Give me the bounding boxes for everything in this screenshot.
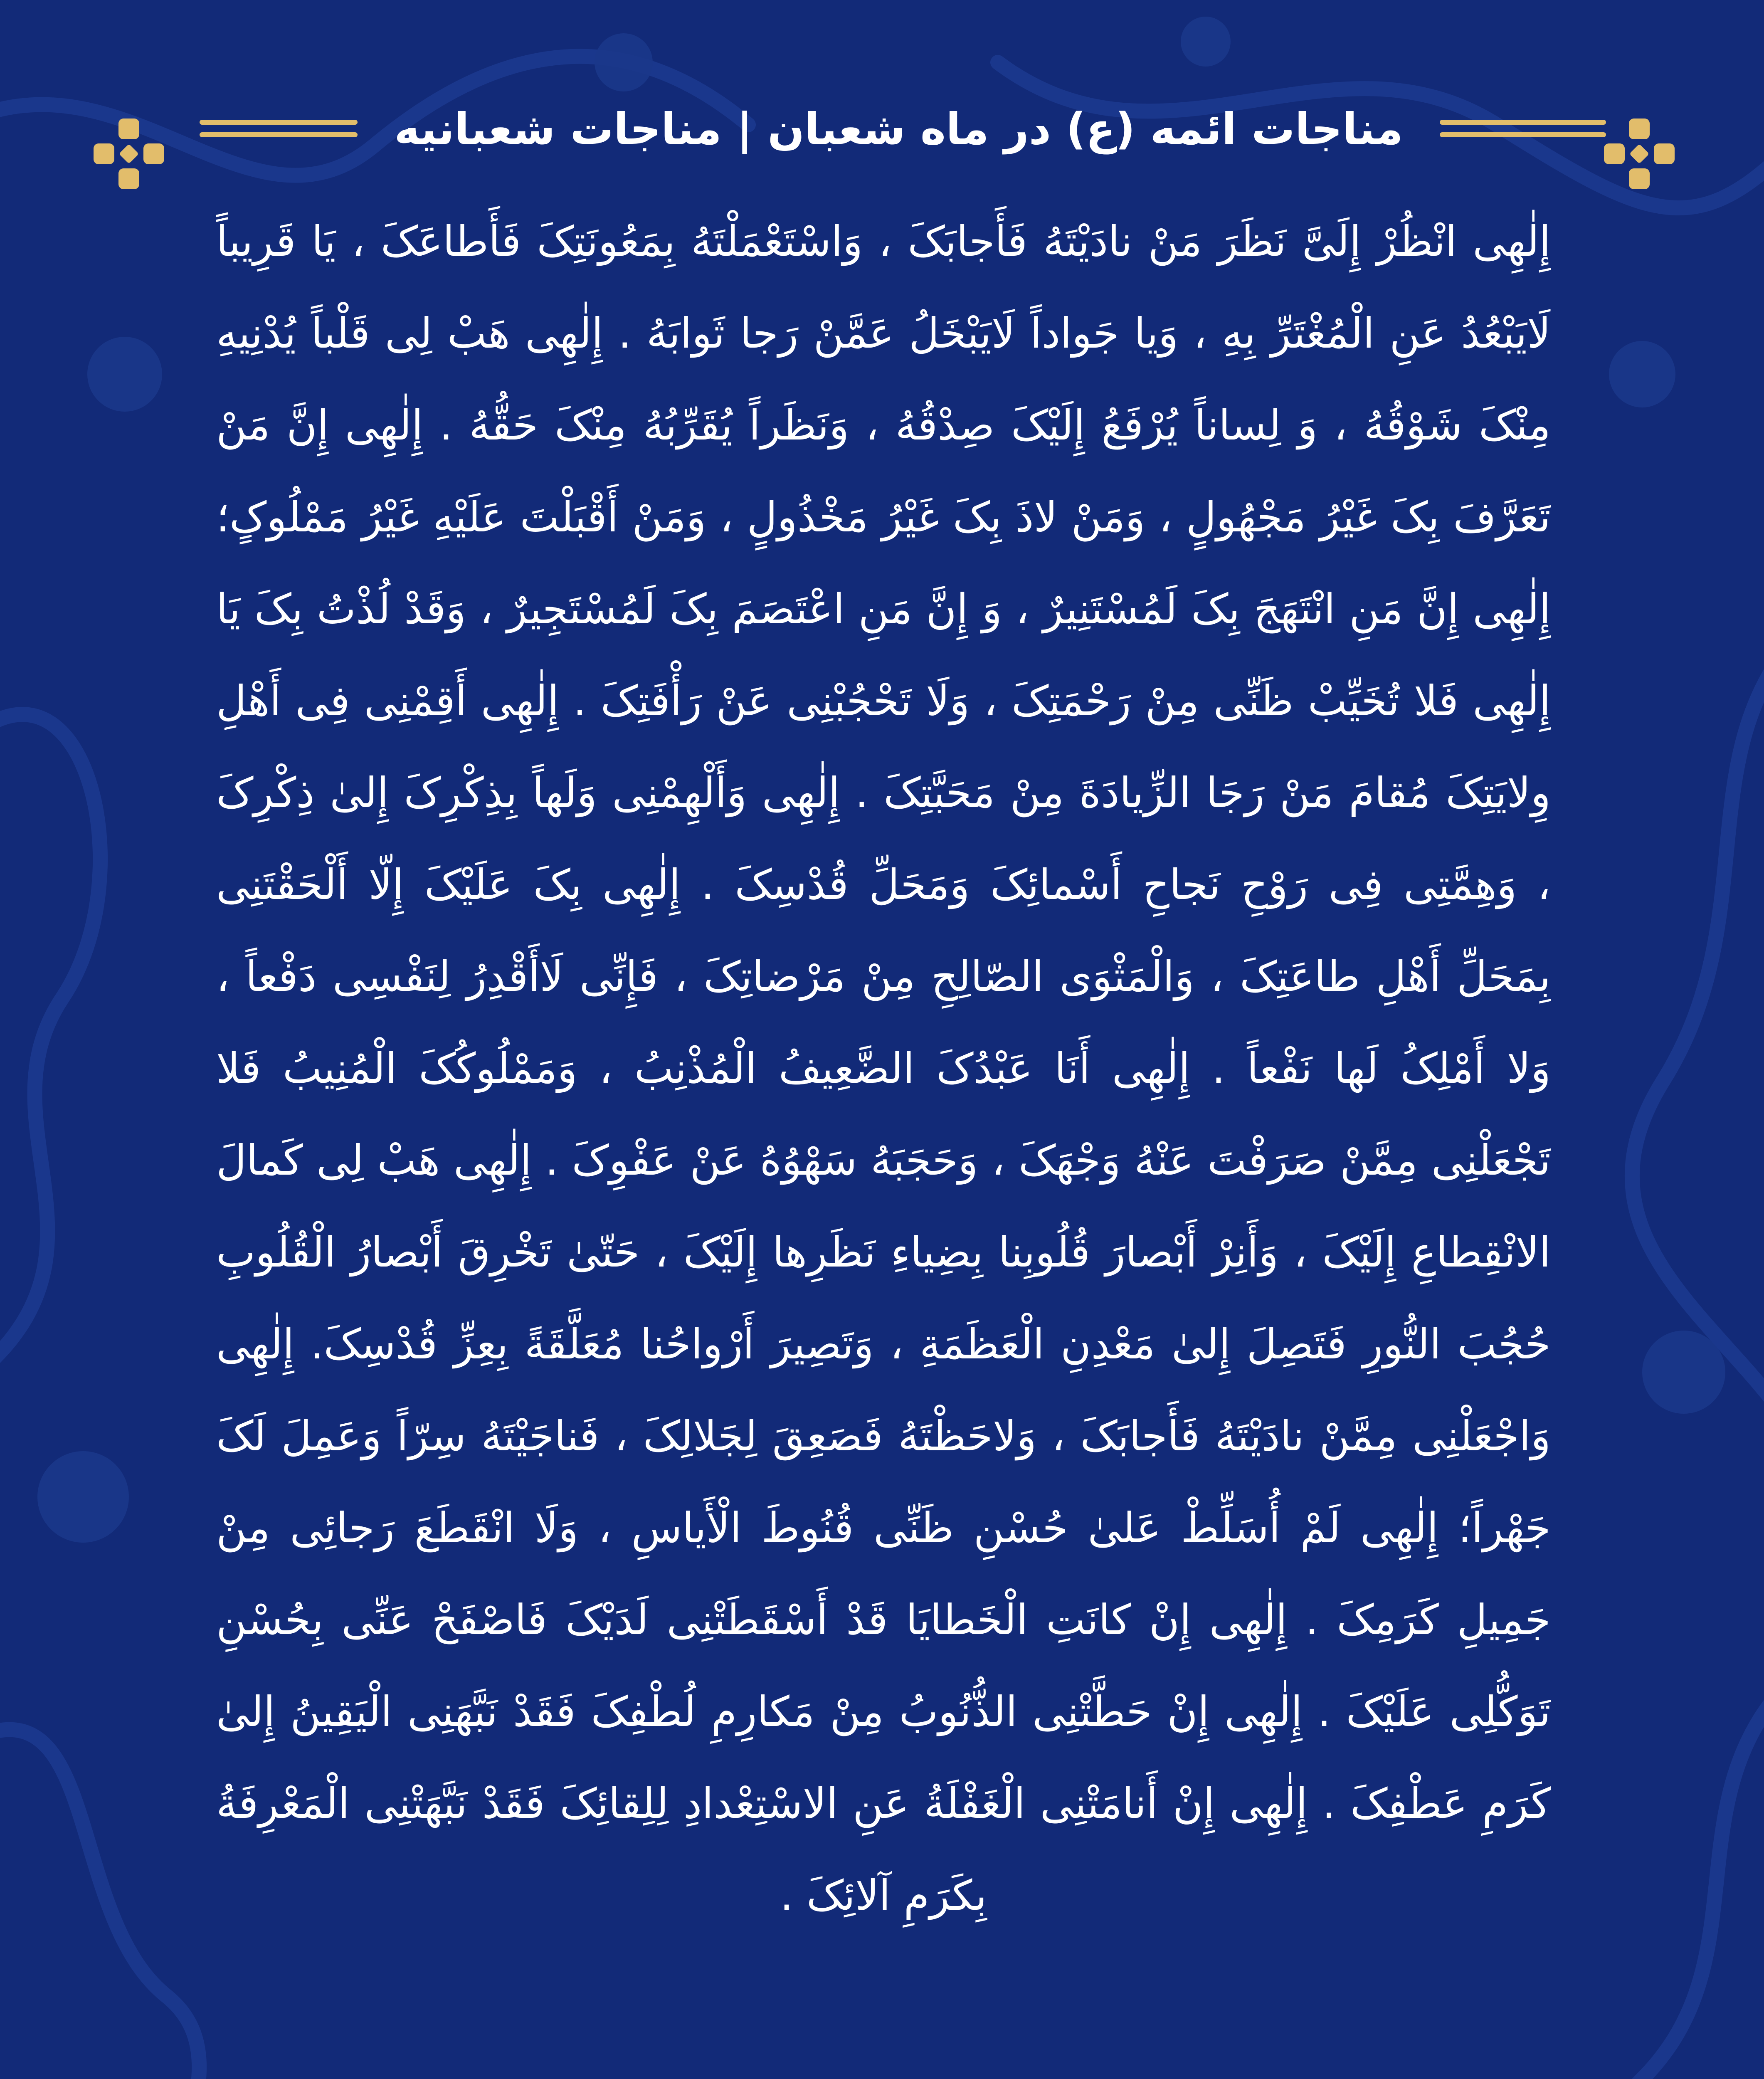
header-rule-left	[200, 120, 358, 138]
top-left-ornament-icon	[94, 119, 164, 189]
header-rule-right	[1440, 120, 1606, 138]
top-right-ornament-icon	[1604, 119, 1675, 189]
supplication-text: إِلٰهِی انْظُرْ إِلَیَّ نَظَرَ مَنْ نادَیْتَهُ فَأَجابَکَ ، وَاسْتَعْمَلْتَهُ بِمَعُونَتِکَ فَأَطاعَکَ ، یَا قَرِیباً لَایَبْعُدُ عَنِ الْمُغْتَرِّ بِهِ ، وَیا جَواداً لَایَبْخَلُ عَمَّنْ رَجا ثَوابَهُ . إِلٰهِی هَبْ لِی قَلْباً یُدْنِیهِ مِنْکَ شَوْقُهُ ، وَ لِساناً یُرْفَعُ إِلَیْکَ صِدْقُهُ ، وَنَظَراً یُقَرِّبُهُ مِنْکَ حَقُّهُ . إِلٰهِی إِنَّ مَنْ تَعَرَّفَ بِکَ غَیْرُ مَجْهُولٍ ، وَمَنْ لاذَ بِکَ غَیْرُ مَخْذُولٍ ، وَمَنْ أَقْبَلْتَ عَلَیْهِ غَیْرُ مَمْلُوکٍ؛ إِلٰهِی إِنَّ مَنِ انْتَهَجَ بِکَ لَمُسْتَنِیرٌ ، وَ إِنَّ مَنِ اعْتَصَمَ بِکَ لَمُسْتَجِیرٌ ، وَقَدْ لُذْتُ بِکَ یَا إِلٰهِی فَلا تُخَیِّبْ ظَنِّی مِنْ رَحْمَتِکَ ، وَلَا تَحْجُبْنِی عَنْ رَأْفَتِکَ . إِلٰهِی أَقِمْنِی فِی أَهْلِ وِلایَتِکَ مُقامَ مَنْ رَجَا الزِّیادَةَ مِنْ مَحَبَّتِکَ . إِلٰهِی وَأَلْهِمْنِی وَلَهاً بِذِکْرِکَ إِلیٰ ذِکْرِکَ ، وَهِمَّتِی فِی رَوْحِ نَجاحِ أَسْمائِکَ وَمَحَلِّ قُدْسِکَ . إِلٰهِی بِکَ عَلَیْکَ إِلّا أَلْحَقْتَنِی بِمَحَلِّ أَهْلِ طاعَتِکَ ، وَالْمَثْوَی الصّالِحِ مِنْ مَرْضاتِکَ ، فَإِنِّی لَاأَقْدِرُ لِنَفْسِی دَفْعاً ، وَلا أَمْلِکُ لَها نَفْعاً . إِلٰهِی أَنَا عَبْدُکَ الضَّعِیفُ الْمُذْنِبُ ، وَمَمْلُوکُکَ الْمُنِیبُ فَلا تَجْعَلْنِی مِمَّنْ صَرَفْتَ عَنْهُ وَجْهَکَ ، وَحَجَبَهُ سَهْوُهُ عَنْ عَفْوِکَ . إِلٰهِی هَبْ لِی کَمالَ الانْقِطاعِ إِلَیْکَ ، وَأَنِرْ أَبْصارَ قُلُوبِنا بِضِیاءِ نَظَرِها إِلَیْکَ ، حَتّیٰ تَخْرِقَ أَبْصارُ الْقُلُوبِ حُجُبَ النُّورِ فَتَصِلَ إِلیٰ مَعْدِنِ الْعَظَمَةِ ، وَتَصِیرَ أَرْواحُنا مُعَلَّقَةً بِعِزِّ قُدْسِکَ. إِلٰهِی وَاجْعَلْنِی مِمَّنْ نادَیْتَهُ فَأَجابَکَ ، وَلاحَظْتَهُ فَصَعِقَ لِجَلالِکَ ، فَناجَیْتَهُ سِرّاً وَعَمِلَ لَکَ جَهْراً؛ إِلٰهِی لَمْ أُسَلِّطْ عَلیٰ حُسْنِ ظَنِّی قُنُوطَ الْأَیاسِ ، وَلَا انْقَطَعَ رَجائِی مِنْ جَمِیلِ کَرَمِکَ . إِلٰهِی إِنْ کانَتِ الْخَطایَا قَدْ أَسْقَطَتْنِی لَدَیْکَ فَاصْفَحْ عَنِّی بِحُسْنِ تَوَکُّلِی عَلَیْکَ . إِلٰهِی إِنْ حَطَّتْنِی الذُّنُوبُ مِنْ مَکارِمِ لُطْفِکَ فَقَدْ نَبَّهَنِی الْیَقِینُ إِلیٰ کَرَمِ عَطْفِکَ . إِلٰهِی إِنْ أَنامَتْنِی الْغَفْلَةُ عَنِ الاسْتِعْدادِ لِلِقائِکَ فَقَدْ نَبَّهَتْنِی الْمَعْرِفَةُ بِکَرَمِ آلائِکَ .	[216, 217, 1551, 1920]
page-title: مناجات ائمه (ع) در ماه شعبان | مناجات شعبانیه	[394, 104, 1403, 154]
header	[91, 91, 1673, 166]
